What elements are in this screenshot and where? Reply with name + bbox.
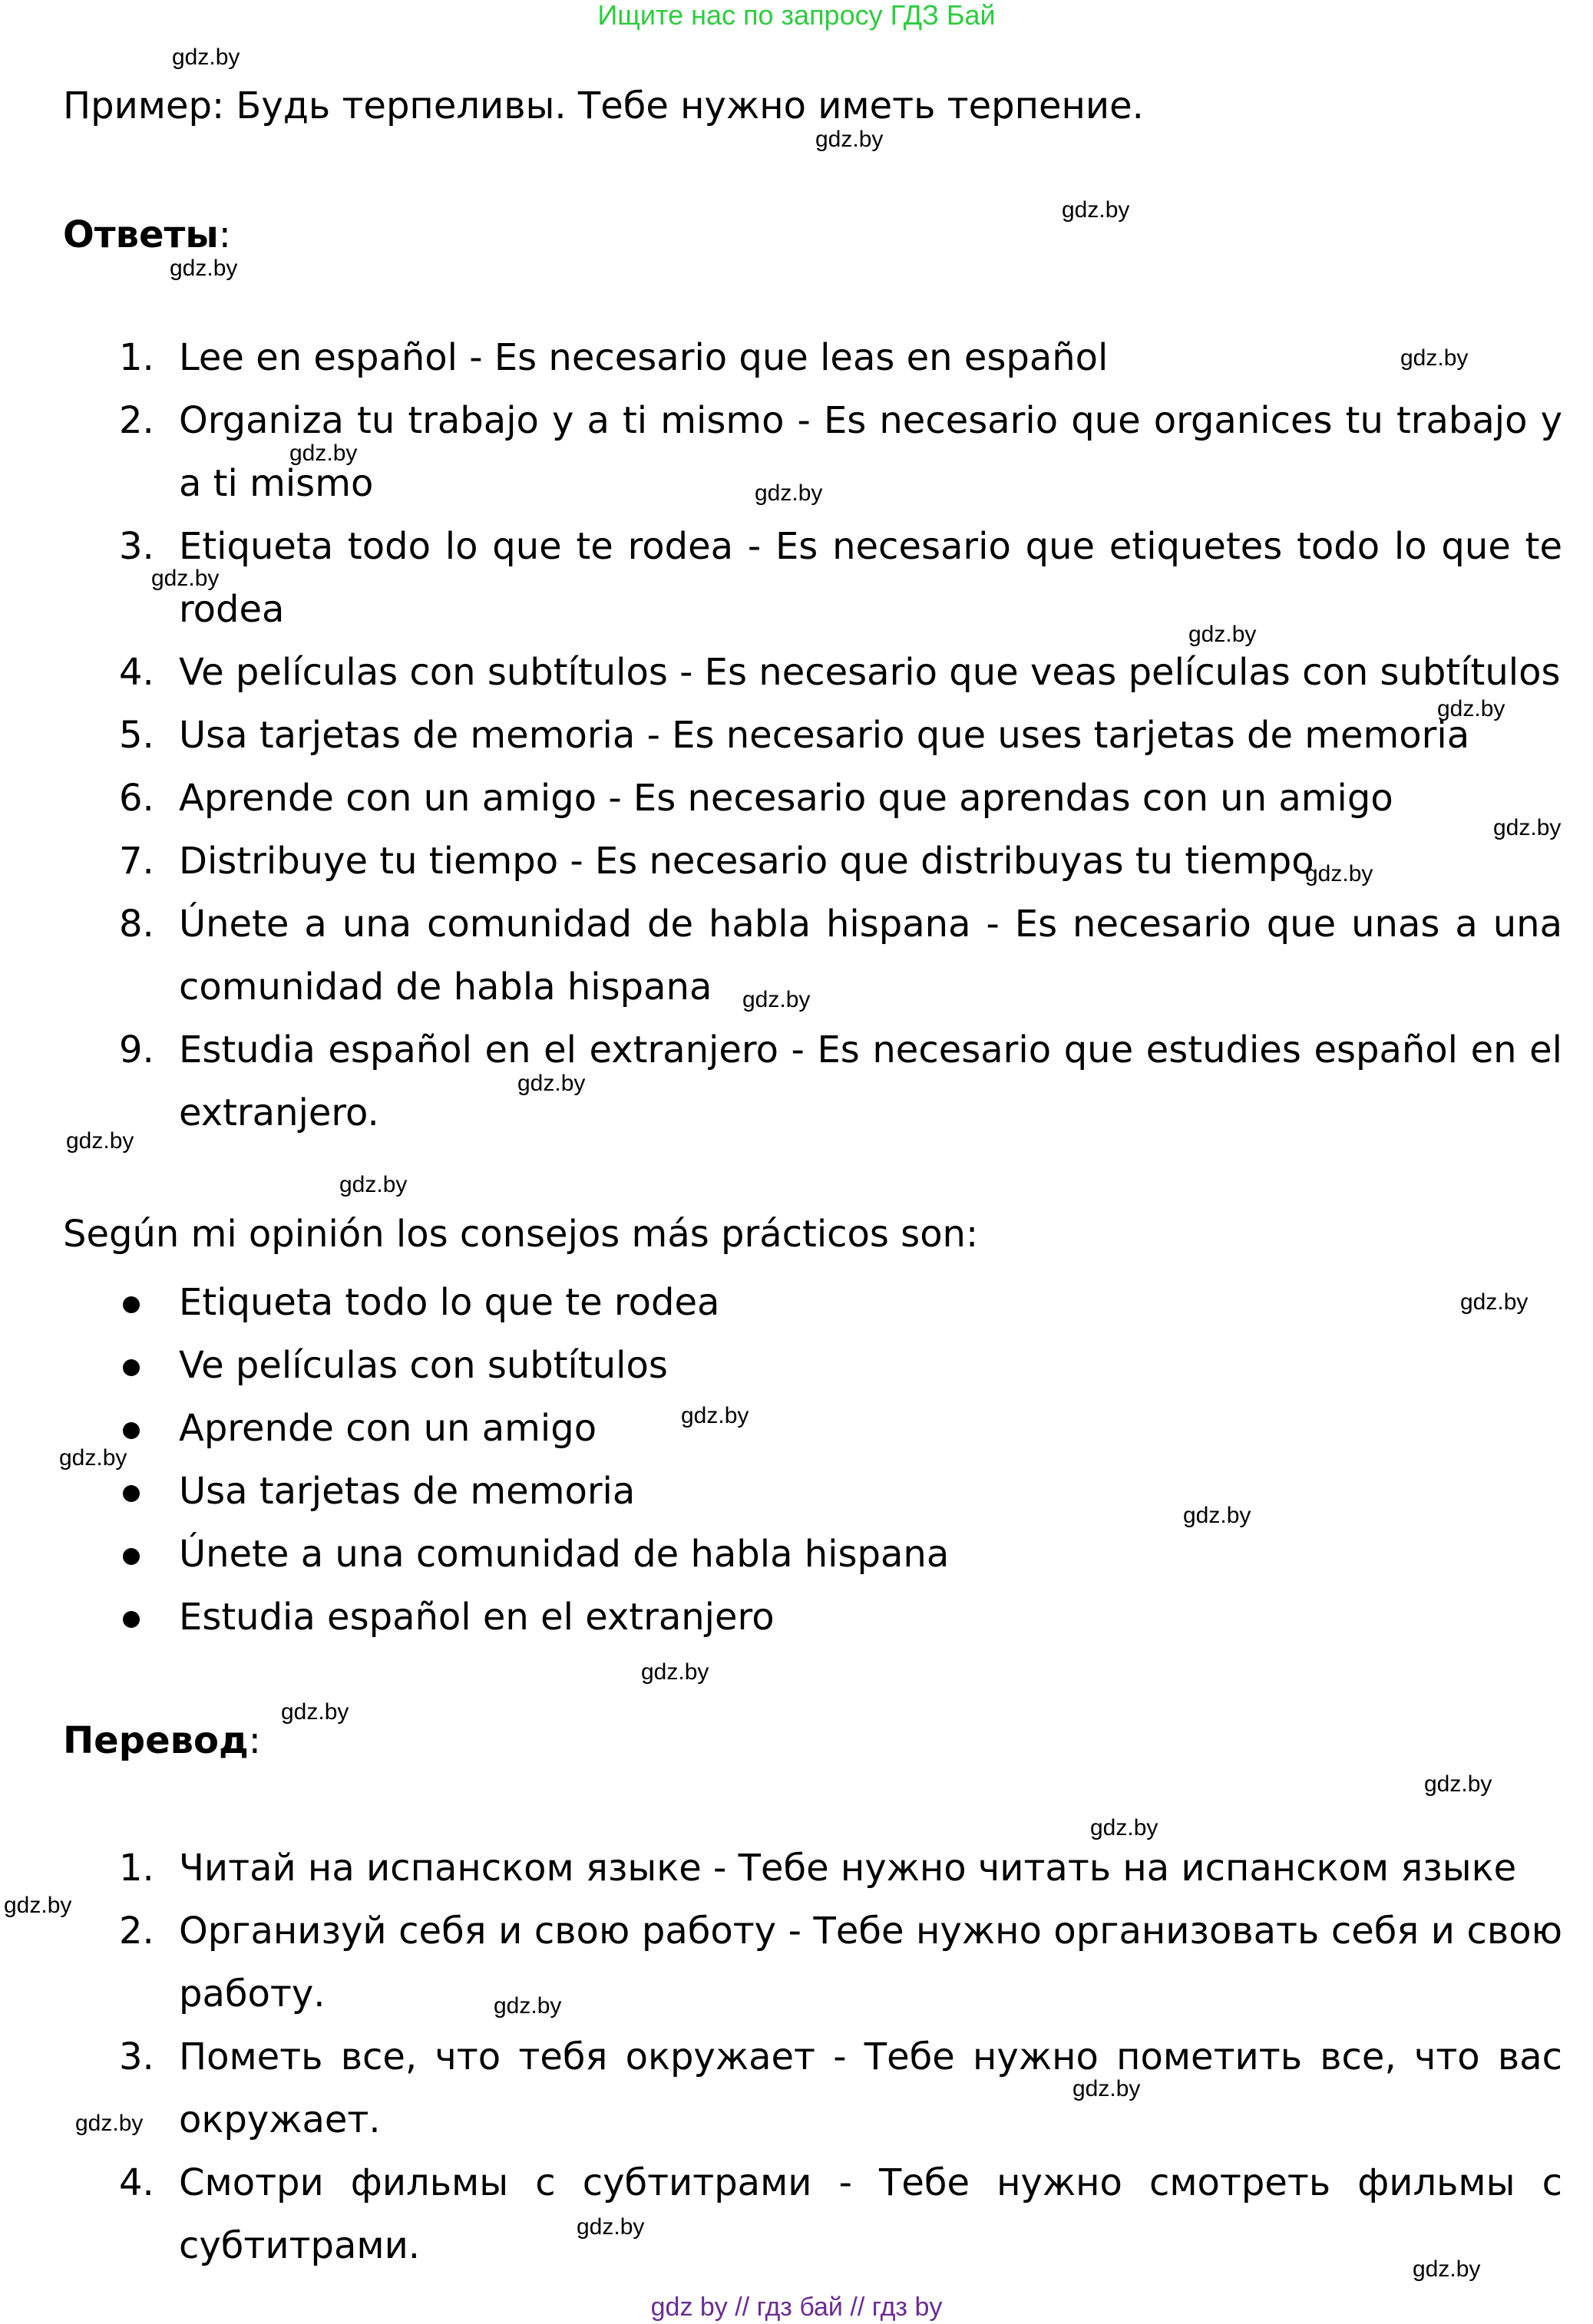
- watermark: gdz.by: [172, 45, 240, 70]
- watermark: gdz.by: [742, 987, 811, 1012]
- list-item: [0, 1018, 1593, 1144]
- bullet-icon: [123, 1422, 140, 1439]
- list-item: [0, 2151, 1593, 2277]
- watermark: gdz.by: [1400, 345, 1469, 371]
- list-item: [0, 1900, 1593, 2025]
- item-text: Aprende con un amigo: [179, 1407, 597, 1450]
- watermark: gdz.by: [1188, 622, 1257, 647]
- watermark: gdz.by: [170, 256, 238, 281]
- item-text: Estudia español en el extranjero: [179, 1596, 775, 1639]
- bullet-item: [0, 1271, 1593, 1334]
- item-text: Usa tarjetas de memoria: [179, 1470, 636, 1513]
- watermark: gdz.by: [281, 1699, 349, 1725]
- bullet-item: [0, 1460, 1593, 1523]
- item-text: Смотри фильмы с субтитрами - Тебе нужно смотреть фильмы с субтитрами.: [179, 2161, 1562, 2267]
- watermark: gdz.by: [1183, 1503, 1251, 1528]
- item-text: Distribuye tu tiempo - Es necesario que distribuyas tu tiempo: [179, 840, 1314, 883]
- watermark: gdz.by: [289, 441, 358, 466]
- list-item: [0, 1837, 1593, 1900]
- item-number: 4.: [119, 651, 154, 694]
- watermark: gdz.by: [1493, 815, 1562, 840]
- translation-heading-label: Перевод: [63, 1719, 249, 1762]
- watermark: gdz.by: [339, 1172, 408, 1197]
- bullet-icon: [123, 1611, 140, 1628]
- example-sentence: Пример: Будь терпеливы. Тебе нужно иметь терпение.: [63, 84, 1144, 127]
- answers-heading: [63, 212, 231, 258]
- item-number: 7.: [119, 840, 154, 883]
- item-number: 3.: [119, 2035, 154, 2078]
- watermark: gdz.by: [517, 1071, 586, 1096]
- opinion-list: [0, 1271, 1593, 1649]
- item-number: 1.: [119, 1847, 154, 1890]
- watermark: gdz.by: [1437, 696, 1505, 721]
- watermark: gdz.by: [4, 1893, 72, 1918]
- watermark: gdz.by: [494, 1993, 562, 2019]
- item-text: Ve películas con subtítulos: [179, 1344, 668, 1387]
- list-item: [0, 767, 1593, 830]
- watermark: gdz.by: [66, 1128, 134, 1154]
- list-item: [0, 704, 1593, 767]
- bullet-icon: [123, 1296, 140, 1313]
- watermark: gdz.by: [59, 1445, 127, 1471]
- bullet-icon: [123, 1485, 140, 1502]
- item-number: 3.: [119, 525, 154, 568]
- watermark: gdz.by: [755, 480, 823, 506]
- translation-heading-colon: :: [248, 1719, 261, 1762]
- watermark: gdz.by: [1072, 2076, 1141, 2101]
- watermark: gdz.by: [1460, 1289, 1529, 1315]
- item-text: Etiqueta todo lo que te rodea: [179, 1281, 720, 1324]
- item-text: Пометь все, что тебя окружает - Тебе нужно пометить все, что вас окружает.: [179, 2035, 1562, 2141]
- bullet-item: [0, 1523, 1593, 1586]
- item-text: Únete a una comunidad de habla hispana - Es necesario que unas a una comunidad de habla hispana: [179, 903, 1562, 1008]
- item-text: Организуй себя и свою работу - Тебе нужно организовать себя и свою работу.: [179, 1910, 1562, 2015]
- top-banner: Ищите нас по запросу ГДЗ Бай: [597, 0, 996, 31]
- item-text: Aprende con un amigo - Es necesario que aprendas con un amigo: [179, 777, 1393, 820]
- list-item: [0, 641, 1593, 704]
- footer: gdz by // гдз бай // гдз by: [650, 2293, 943, 2322]
- watermark: gdz.by: [1305, 861, 1373, 886]
- bullet-item: [0, 1397, 1593, 1460]
- item-text: Читай на испанском языке - Тебе нужно читать на испанском языке: [179, 1847, 1517, 1890]
- item-number: 5.: [119, 714, 154, 757]
- answers-heading-label: Ответы: [63, 213, 219, 256]
- item-text: Únete a una comunidad de habla hispana: [179, 1533, 950, 1576]
- list-item: [0, 515, 1593, 641]
- item-number: 8.: [119, 903, 154, 946]
- watermark: gdz.by: [151, 566, 220, 591]
- watermark: gdz.by: [1090, 1815, 1158, 1840]
- list-item: [0, 2025, 1593, 2151]
- watermark: gdz.by: [681, 1403, 749, 1428]
- item-number: 4.: [119, 2161, 154, 2204]
- translation-list: [0, 1837, 1593, 2277]
- bullet-item: [0, 1334, 1593, 1397]
- watermark: gdz.by: [1413, 2256, 1481, 2282]
- answers-heading-colon: :: [218, 213, 231, 256]
- item-number: 1.: [119, 336, 154, 379]
- item-number: 2.: [119, 399, 154, 442]
- watermark: gdz.by: [815, 127, 884, 152]
- item-number: 9.: [119, 1028, 154, 1071]
- answers-list: [0, 326, 1593, 1144]
- bullet-icon: [123, 1548, 140, 1565]
- item-number: 6.: [119, 777, 154, 820]
- item-text: Ve películas con subtítulos - Es necesario que veas películas con subtítulos: [179, 651, 1561, 694]
- watermark: gdz.by: [1424, 1771, 1492, 1797]
- item-text: Estudia español en el extranjero - Es necesario que estudies español en el extranjero.: [179, 1028, 1562, 1134]
- item-number: 2.: [119, 1910, 154, 1953]
- item-text: Organiza tu trabajo y a ti mismo - Es necesario que organices tu trabajo y a ti mismo: [179, 399, 1562, 505]
- item-text: Etiqueta todo lo que te rodea - Es necesario que etiquetes todo lo que te rodea: [179, 525, 1562, 631]
- item-text: Lee en español - Es necesario que leas en español: [179, 336, 1109, 379]
- opinion-intro: Según mi opinión los consejos más prácticos son:: [63, 1213, 979, 1256]
- bullet-icon: [123, 1359, 140, 1376]
- watermark: gdz.by: [577, 2214, 645, 2240]
- watermark: gdz.by: [1062, 197, 1130, 223]
- list-item: [0, 326, 1593, 389]
- item-text: Usa tarjetas de memoria - Es necesario que uses tarjetas de memoria: [179, 714, 1470, 757]
- watermark: gdz.by: [75, 2111, 144, 2136]
- bullet-item: [0, 1586, 1593, 1649]
- translation-heading: [63, 1718, 261, 1764]
- watermark: gdz.by: [641, 1659, 709, 1685]
